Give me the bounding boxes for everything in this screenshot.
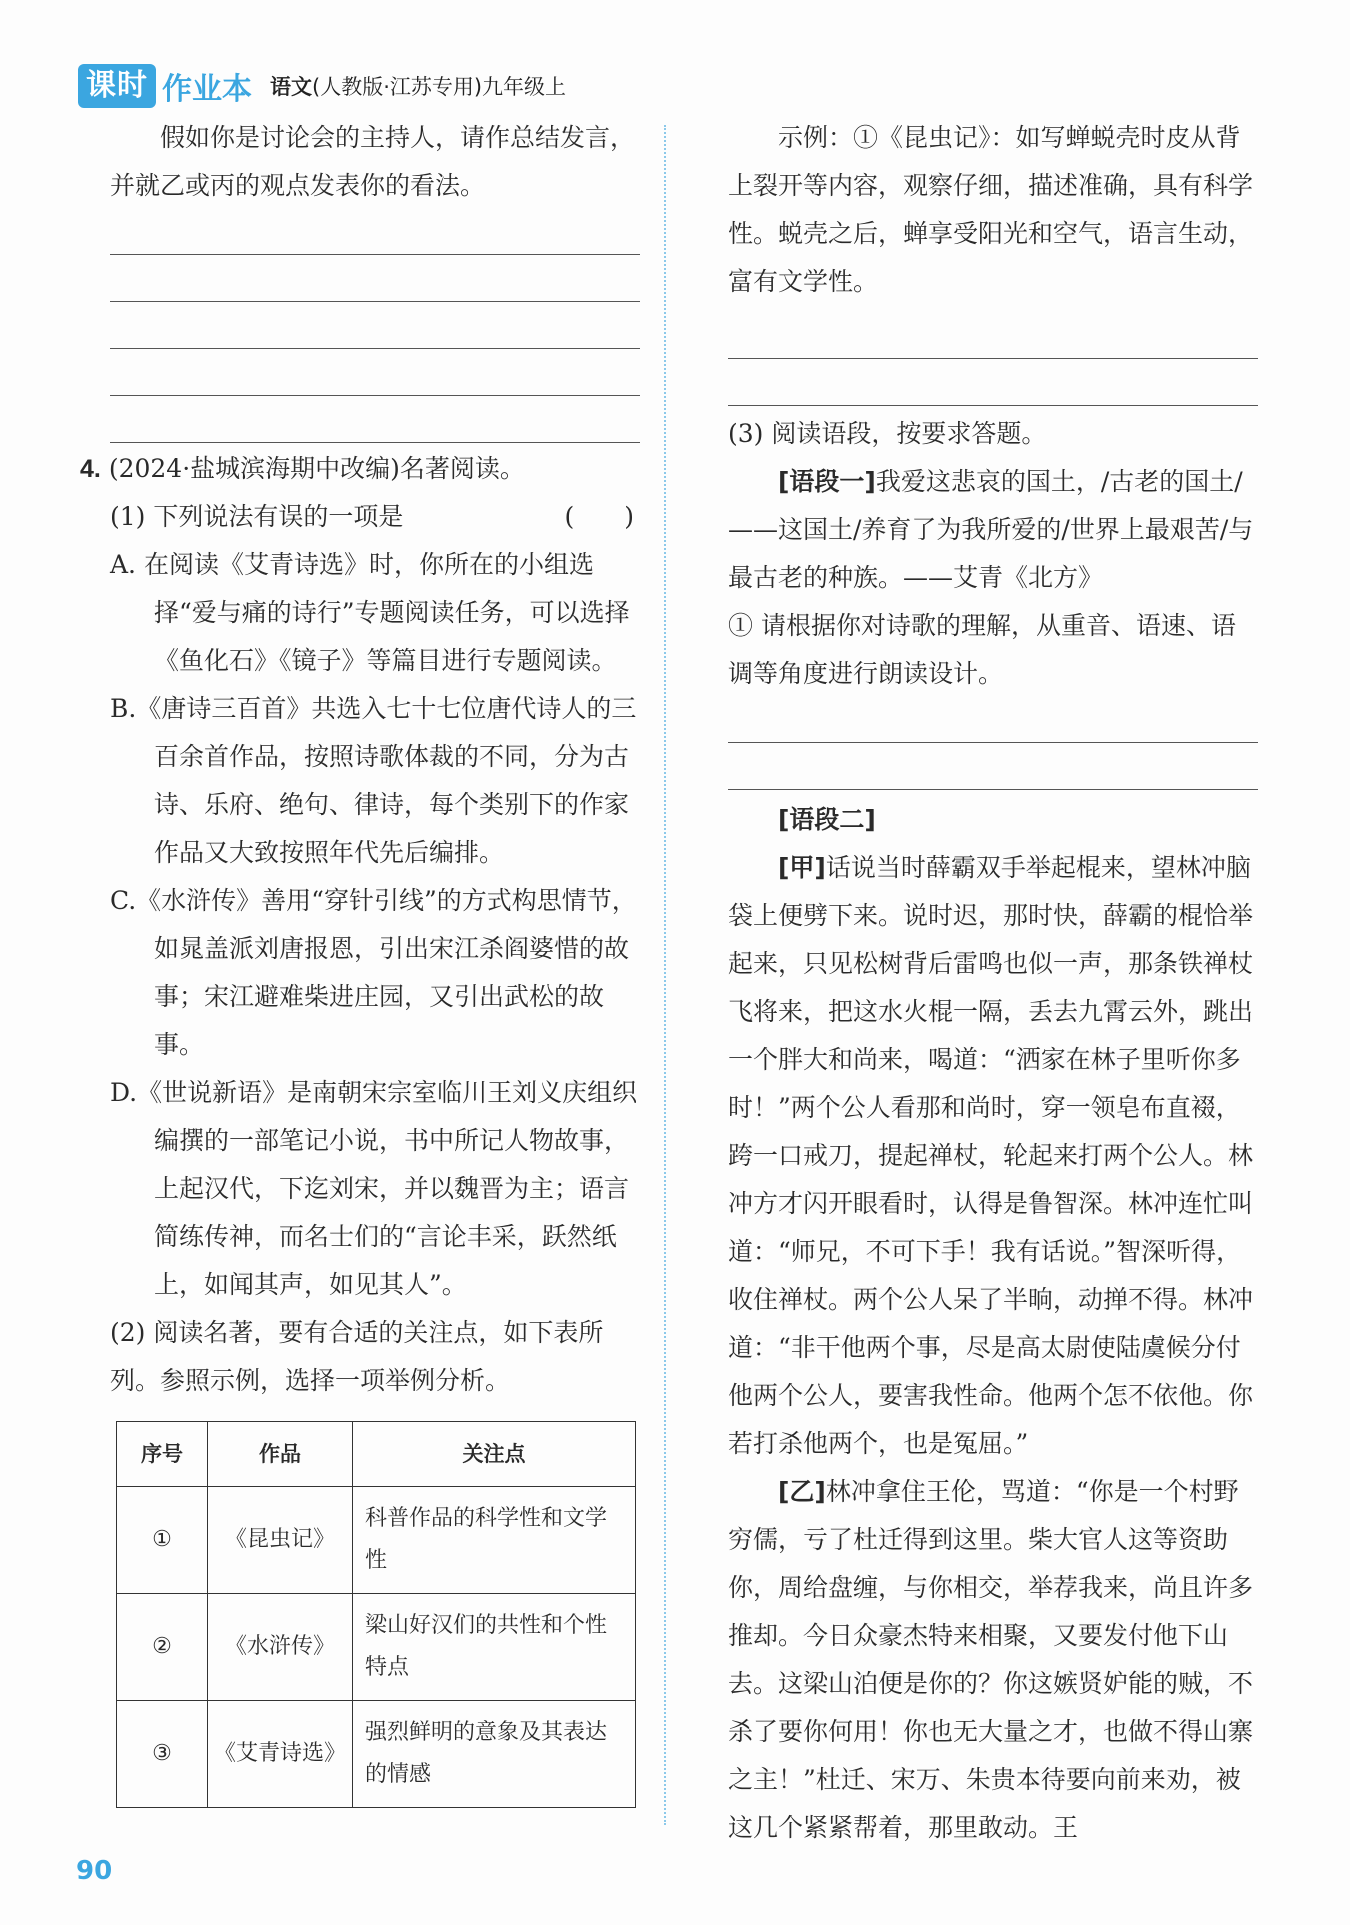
answer-line[interactable] (728, 405, 1258, 406)
option-b: B.《唐诗三百首》共选入七十七位唐代诗人的三百余首作品，按照诗歌体裁的不同，分为古诗、乐府、绝句、律诗，每个类别下的作家作品又大致按照年代先后编排。 (110, 694, 637, 867)
right-column (728, 114, 1258, 1852)
column-divider (664, 125, 666, 1825)
answer-paren[interactable]: ( ) (564, 502, 634, 531)
table-row (117, 1594, 636, 1701)
table-header: 作品 (208, 1422, 353, 1487)
option-c: C.《水浒传》善用“穿针引线”的方式构思情节，如晁盖派刘唐报恩，引出宋江杀阎婆惜的故事；宋江避难柴进庄园，又引出武松的故事。 (110, 886, 637, 1059)
table-cell: ① (117, 1487, 208, 1594)
passage-two-tag-line (728, 796, 1258, 844)
table-cell: 梁山好汉们的共性和个性特点 (353, 1594, 636, 1701)
sub-question-2: (2) 阅读名著，要有合适的关注点，如下表所列。参照示例，选择一项举例分析。 (110, 1318, 604, 1395)
table-cell: 强烈鲜明的意象及其表达的情感 (353, 1701, 636, 1808)
page-header (78, 62, 566, 110)
passage-one-tag: [语段一] (778, 467, 876, 496)
table-header: 序号 (117, 1422, 208, 1487)
passage-yi-text: 林冲拿住王伦，骂道：“你是一个村野穷儒，亏了杜迁得到这里。柴大官人这等资助你，周给盘缠，与你相交，举荐我来，尚且许多推却。今日众豪杰特来相聚，又要发付他下山去。这梁山泊便是你的？你这嫉贤妒能的贼，不杀了要你何用！你也无大量之才，也做不得山寨之主！”杜迁、宋万、朱贵本待要向前来劝，被这几个紧紧帮着，那里敢动。王 (728, 1477, 1254, 1842)
table-row (117, 1701, 636, 1808)
sub-question-3: (3) 阅读语段，按要求答题。 (728, 419, 1047, 448)
passage-jia-tag: [甲] (778, 853, 826, 882)
example-answer: 示例：①《昆虫记》：如写蝉蜕壳时皮从背上裂开等内容，观察仔细，描述准确，具有科学性。蜕壳之后，蝉享受阳光和空气，语言生动，富有文学性。 (728, 123, 1254, 296)
brand-logo-text: 作业本 (162, 72, 252, 107)
question-4-title (80, 445, 640, 493)
passage-one-question: ① 请根据你对诗歌的理解，从重音、语速、语调等角度进行朗读设计。 (728, 611, 1236, 688)
question-number: 4. (80, 455, 101, 483)
table-cell: ③ (117, 1701, 208, 1808)
sub-question-1-stem: (1) 下列说法有误的一项是 (110, 502, 404, 531)
subject-edition: (人教版·江苏专用)九年级上 (312, 75, 567, 99)
table-cell: ② (117, 1594, 208, 1701)
passage-two-tag: [语段二] (778, 805, 876, 834)
sub-question-1 (110, 493, 640, 541)
passage-yi-tag: [乙] (778, 1477, 826, 1506)
answer-line[interactable] (728, 789, 1258, 790)
passage-one-text: 我爱这悲哀的国土，/古老的国土/——这国土/养育了为我所爱的/世界上最艰苦/与最古老的种族。——艾青《北方》 (728, 467, 1254, 592)
discussion-prompt: 假如你是讨论会的主持人，请作总结发言，并就乙或丙的观点发表你的看法。 (110, 123, 636, 200)
table-row (117, 1487, 636, 1594)
passage-one (728, 458, 1258, 602)
table-header: 关注点 (353, 1422, 636, 1487)
brand-logo-box: 课时 (78, 64, 156, 108)
question-4-text: (2024·盐城滨海期中改编)名著阅读。 (108, 454, 525, 483)
subject-label (270, 71, 566, 101)
page-number: 90 (76, 1856, 113, 1886)
table-header-row (117, 1422, 636, 1487)
option-d: D.《世说新语》是南朝宋宗室临川王刘义庆组织编撰的一部笔记小说，书中所记人物故事，上起汉代，下迄刘宋，并以魏晋为主；语言简练传神，而名士们的“言论丰采，跃然纸上，如闻其声，如见其人”。 (110, 1078, 638, 1299)
focus-table (116, 1421, 636, 1808)
left-column (80, 114, 640, 1808)
answer-line[interactable] (110, 442, 640, 443)
passage-yi (728, 1468, 1258, 1852)
table-cell: 《艾青诗选》 (208, 1701, 353, 1808)
table-cell: 《水浒传》 (208, 1594, 353, 1701)
table-cell: 科普作品的科学性和文学性 (353, 1487, 636, 1594)
passage-jia (728, 844, 1258, 1468)
option-a: A. 在阅读《艾青诗选》时，你所在的小组选择“爱与痛的诗行”专题阅读任务，可以选择《鱼化石》《镜子》等篇目进行专题阅读。 (110, 550, 630, 675)
passage-jia-text: 话说当时薛霸双手举起棍来，望林冲脑袋上便劈下来。说时迟，那时快，薛霸的棍恰举起来，只见松树背后雷鸣也似一声，那条铁禅杖飞将来，把这水火棍一隔，丢去九霄云外，跳出一个胖大和尚来，喝道：“洒家在林子里听你多时！”两个公人看那和尚时，穿一领皂布直裰，跨一口戒刀，提起禅杖，轮起来打两个公人。林冲方才闪开眼看时，认得是鲁智深。林冲连忙叫道：“师兄，不可下手！我有话说。”智深听得，收住禅杖。两个公人呆了半晌，动掸不得。林冲道：“非干他两个事，尽是高太尉使陆虞候分付他两个公人，要害我性命。他两个怎不依他。你若打杀他两个，也是冤屈。” (728, 853, 1254, 1458)
table-cell: 《昆虫记》 (208, 1487, 353, 1594)
subject-bold: 语文 (270, 75, 312, 99)
